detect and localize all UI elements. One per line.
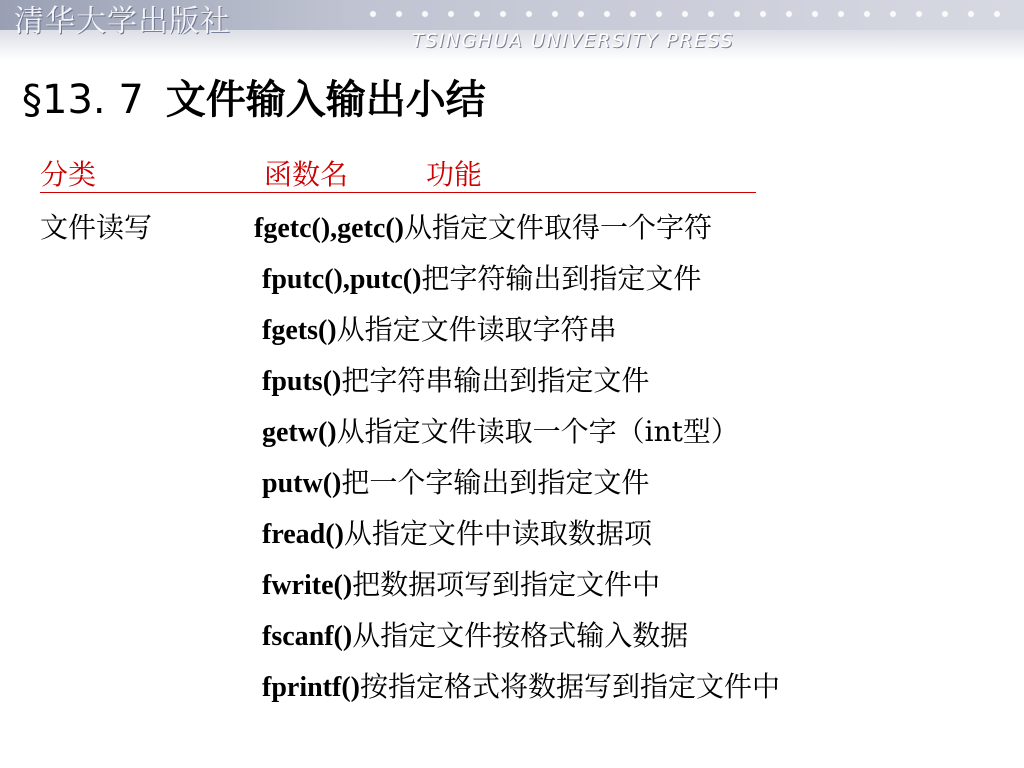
function-description: 从指定文件按格式输入数据 [352, 619, 689, 652]
slide-title [22, 70, 486, 130]
publisher-banner [0, 0, 1024, 60]
publisher-name-en: TSINGHUA UNIVERSITY PRESS [412, 30, 734, 52]
column-header-function: 功能 [426, 158, 483, 191]
function-description: 把字符串输出到指定文件 [341, 364, 650, 397]
function-name: fscanf() [262, 621, 353, 652]
function-name: fread() [262, 519, 344, 550]
function-description: 把数据项写到指定文件中 [352, 568, 661, 601]
section-number: §13. 7 [22, 77, 144, 123]
function-description: 从指定文件读取一个字（int型） [336, 415, 739, 448]
function-list [254, 210, 1014, 720]
list-item [254, 210, 1014, 261]
slide-title-text: 文件输入输出小结 [165, 77, 486, 123]
function-description: 把字符输出到指定文件 [421, 262, 702, 295]
column-header-function-name: 函数名 [264, 158, 349, 191]
function-description: 按指定格式将数据写到指定文件中 [359, 670, 780, 703]
list-item [254, 312, 1014, 363]
list-item [254, 669, 1014, 720]
function-description: 从指定文件读取字符串 [336, 313, 617, 346]
function-description: 从指定文件取得一个字符 [403, 211, 712, 244]
column-header-category: 分类 [40, 158, 97, 191]
function-name: getw() [262, 417, 337, 448]
list-item [254, 414, 1014, 465]
function-name: fprintf() [262, 672, 360, 703]
list-item [254, 363, 1014, 414]
function-description: 从指定文件中读取数据项 [343, 517, 652, 550]
category-label: 文件读写 [40, 211, 153, 244]
list-item [254, 567, 1014, 618]
function-name: fgetc(),getc() [254, 213, 404, 244]
banner-dots-decoration [360, 7, 1020, 21]
function-name: putw() [262, 468, 342, 499]
publisher-name-cn: 清华大学出版社 [14, 4, 231, 39]
list-item [254, 465, 1014, 516]
function-name: fgets() [262, 315, 337, 346]
function-description: 把一个字输出到指定文件 [341, 466, 650, 499]
list-item [254, 618, 1014, 669]
function-name: fputc(),putc() [262, 264, 422, 295]
function-name: fwrite() [262, 570, 353, 601]
list-item [254, 516, 1014, 567]
table-header [40, 158, 756, 193]
list-item [254, 261, 1014, 312]
function-name: fputs() [262, 366, 342, 397]
